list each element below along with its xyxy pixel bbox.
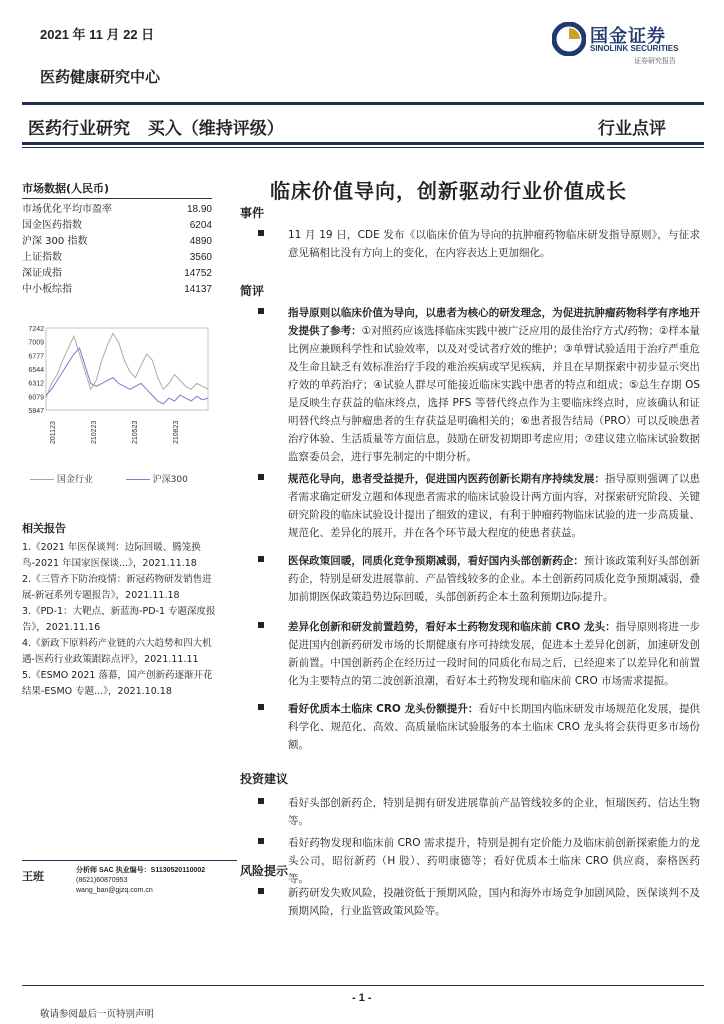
related-report-item[interactable]: 5.《ESMO 2021 落幕，国产创新药逐渐开花结果-ESMO 专题...》，2021.10.18 bbox=[22, 670, 213, 697]
x-tick-label: 210523 bbox=[132, 420, 140, 444]
page-number: - 1 - bbox=[352, 992, 372, 1004]
series-line-0 bbox=[46, 333, 208, 398]
analyst-name: 王班 bbox=[22, 870, 44, 883]
analyst-info bbox=[76, 866, 246, 896]
market-row: 中小板综指 14137 bbox=[22, 284, 212, 295]
legend-swatch-industry bbox=[30, 479, 54, 480]
plot-frame bbox=[46, 328, 208, 410]
risk-text: 新药研发失败风险，投融资低于预期风险，国内和海外市场竞争加剧风险，医保谈判不及预期风险，行业监管政策风险等。 bbox=[288, 887, 700, 917]
report-date: 2021 年 11 月 22 日 bbox=[40, 27, 155, 42]
page-title: 临床价值导向，创新驱动行业价值成长 bbox=[270, 179, 627, 203]
market-row: 深证成指 14752 bbox=[22, 268, 212, 279]
comment-body: 预计该政策利好头部创新药企，特别是研发进展靠前、产品管线较多的企业。本土创新药同质化竞争预期减弱，叠加前期医保政策趋势边际回暖，头部创新药企本土盈利预期边际提升。 bbox=[288, 555, 701, 603]
invest-text: 看好药物发现和临床前 CRO 需求提升，特别是拥有定价能力及临床前创新探索能力的龙头公司，昭衍新药（H 股）、药明康德等；看好优质本土临床 CRO 供应商，泰格医药等。 bbox=[288, 837, 700, 885]
y-tick-label: 5847 bbox=[28, 408, 44, 415]
comment-heading: 差异化创新和研发前置趋势，看好本土药物发现和临床前 CRO 龙头： bbox=[288, 621, 616, 633]
related-report-item[interactable]: 3.《PD-1：大靶点、新蓝海-PD-1 专题深度报告》，2021.11.16 bbox=[22, 606, 216, 633]
logo-english-name: SINOLINK SECURITIES bbox=[590, 44, 679, 53]
bullet-icon bbox=[258, 888, 264, 894]
y-tick-label: 6079 bbox=[28, 394, 44, 402]
comment-heading: 规范化导向，患者受益提升，促进国内医药创新长期有序持续发展： bbox=[288, 473, 605, 485]
research-center: 医药健康研究中心 bbox=[40, 68, 161, 86]
bullet-icon bbox=[258, 622, 264, 628]
legend-swatch-hs300 bbox=[126, 479, 150, 480]
logo-subtitle: 证券研究报告 bbox=[634, 57, 676, 65]
event-text: 11 月 19 日，CDE 发布《以临床价值为导向的抗肿瘤药物临床研发指导原则》，与征求意见稿相比没有方向上的变化，在内容表达上更加细化。 bbox=[288, 229, 700, 259]
bullet-icon bbox=[258, 474, 264, 480]
section-event: 事件 bbox=[240, 206, 265, 220]
comment-body: 指导原则将进一步促进国内创新药研发市场的长期健康有序可持续发展，促进本土差异化创新，加速研发创新前置。中国创新药企在经历过一段时间的同质化布局之后，已经迎来了以差异化和前置化为主要特点的第二波创新浪潮，看好本土药物发现和临床前 CRO 市场需求提振。 bbox=[288, 621, 700, 687]
section-comment: 简评 bbox=[240, 284, 265, 298]
chart-legend bbox=[30, 472, 210, 485]
bullet-icon bbox=[258, 556, 264, 562]
section-invest: 投资建议 bbox=[240, 772, 289, 786]
bullet-icon bbox=[258, 838, 264, 844]
legend-label-industry: 国金行业 bbox=[56, 475, 93, 485]
analyst-sac: 分析师 SAC 执业编号：S1130520110002 bbox=[76, 867, 206, 874]
series-line-1 bbox=[46, 348, 208, 404]
company-logo bbox=[550, 20, 690, 68]
market-row: 上证指数 3560 bbox=[22, 252, 212, 263]
comment-heading: 指导原则以临床价值为导向，以患者为核心的研发理念，为促进抗肿瘤药物科学有序地开发提供了参考： bbox=[288, 307, 700, 337]
market-row: 沪深 300 指数 4890 bbox=[22, 236, 212, 247]
header-rule-3 bbox=[22, 147, 704, 148]
market-row: 市场优化平均市盈率 18.90 bbox=[22, 204, 212, 215]
related-reports-heading: 相关报告 bbox=[22, 522, 66, 535]
x-tick-label: 201123 bbox=[50, 421, 57, 444]
bullet-icon bbox=[258, 230, 264, 236]
analyst-phone: (8621)60870953 bbox=[76, 877, 128, 884]
disclaimer-note: 敬请参阅最后一页特别声明 bbox=[40, 1009, 155, 1020]
report-type: 行业点评 bbox=[598, 119, 666, 139]
y-tick-label: 6312 bbox=[28, 380, 44, 388]
bullet-icon bbox=[258, 308, 264, 314]
bullet-icon bbox=[258, 704, 264, 710]
market-row: 国金医药指数 6204 bbox=[22, 220, 212, 231]
report-category: 医药行业研究 买入（维持评级） bbox=[28, 119, 284, 139]
y-tick-label: 6544 bbox=[28, 367, 44, 375]
legend-label-hs300: 沪深300 bbox=[152, 475, 188, 485]
logo-mark-icon bbox=[552, 22, 586, 56]
comment-body: 看好中长期国内临床研发市场规范化发展，提供科学化、规范化、高效、高质量临床试验服务的本土临床 CRO 龙头将会获得更多市场份额。 bbox=[288, 703, 701, 751]
y-tick-label: 7242 bbox=[28, 326, 44, 333]
invest-text: 看好头部创新药企，特别是拥有研发进展靠前产品管线较多的企业，恒瑞医药、信达生物等。 bbox=[288, 797, 700, 827]
index-line-chart bbox=[22, 322, 212, 452]
x-tick-label: 210223 bbox=[91, 420, 99, 444]
section-risk: 风险提示 bbox=[240, 864, 289, 878]
logo-name: 国金证券 bbox=[590, 26, 666, 47]
related-reports-list bbox=[22, 540, 218, 700]
related-report-item[interactable]: 4.《新政下原料药产业链的六大趋势和四大机遇-医药行业政策跟踪点评》，2021.11.11 bbox=[22, 638, 212, 665]
y-tick-label: 7009 bbox=[28, 339, 44, 347]
y-tick-label: 6777 bbox=[28, 353, 44, 361]
footer-rule bbox=[22, 985, 704, 986]
bullet-icon bbox=[258, 798, 264, 804]
analyst-rule bbox=[22, 860, 237, 861]
comment-heading: 医保政策回暖，同质化竞争预期减弱，看好国内头部创新药企： bbox=[288, 555, 584, 567]
market-data-heading: 市场数据(人民币) bbox=[22, 180, 212, 199]
market-data-panel bbox=[22, 180, 212, 298]
analyst-email[interactable]: wang_ban@gjzq.com.cn bbox=[76, 887, 153, 894]
header-rule-2 bbox=[22, 142, 704, 145]
header-rule bbox=[22, 102, 704, 105]
x-tick-label: 210823 bbox=[173, 420, 181, 444]
related-report-item[interactable]: 1.《2021 年医保谈判：边际回暖、腾笼换鸟-2021 年国家医保谈...》，2021.11.18 bbox=[22, 542, 201, 569]
related-report-item[interactable]: 2.《三管齐下防治疫情：新冠药物研发销售进展-新冠系列专题报告》，2021.11.18 bbox=[22, 574, 212, 601]
comment-body: ①对照药应该选择临床实践中被广泛应用的最佳治疗方式/药物；②样本量比例应兼顾科学性和试验效率，以及对受试者疗效的维护；③单臂试验适用于治疗严重危及生命且缺乏有效标准治疗手段的难治疾病或罕见疾病，并且在早期探索中初步显示突出疗效的单药治疗；④试验人群尽可能接近临床实践中患者的特点和组成；⑤总生存期 OS 是反映生存获益的临床终点，选择 PFS 等替代终点作为主要临床终点时，应该确认和证明替代终点与肿瘤患者的生存获益是明确相关的；⑥患者报告结局（PRO）可以反映患者治疗体验、生活质量等方面信息，鼓励在研发初期即考虑应用；⑦建议建立临床试验数据监察委员会，进行事先制定的中期分析。 bbox=[288, 325, 700, 463]
comment-body: 指导原则强调了以患者需求确定研发立题和体现患者需求的临床试验设计两方面内容，对探索研究阶段、关键研究阶段的临床试验设计提出了细致的建议，有利于肿瘤药物临床试验的进一步高质量、规范化、差异化的展开，并在各个环节最大程度的使患者获益。 bbox=[288, 473, 701, 539]
comment-heading: 看好优质本土临床 CRO 龙头份额提升： bbox=[288, 703, 479, 715]
